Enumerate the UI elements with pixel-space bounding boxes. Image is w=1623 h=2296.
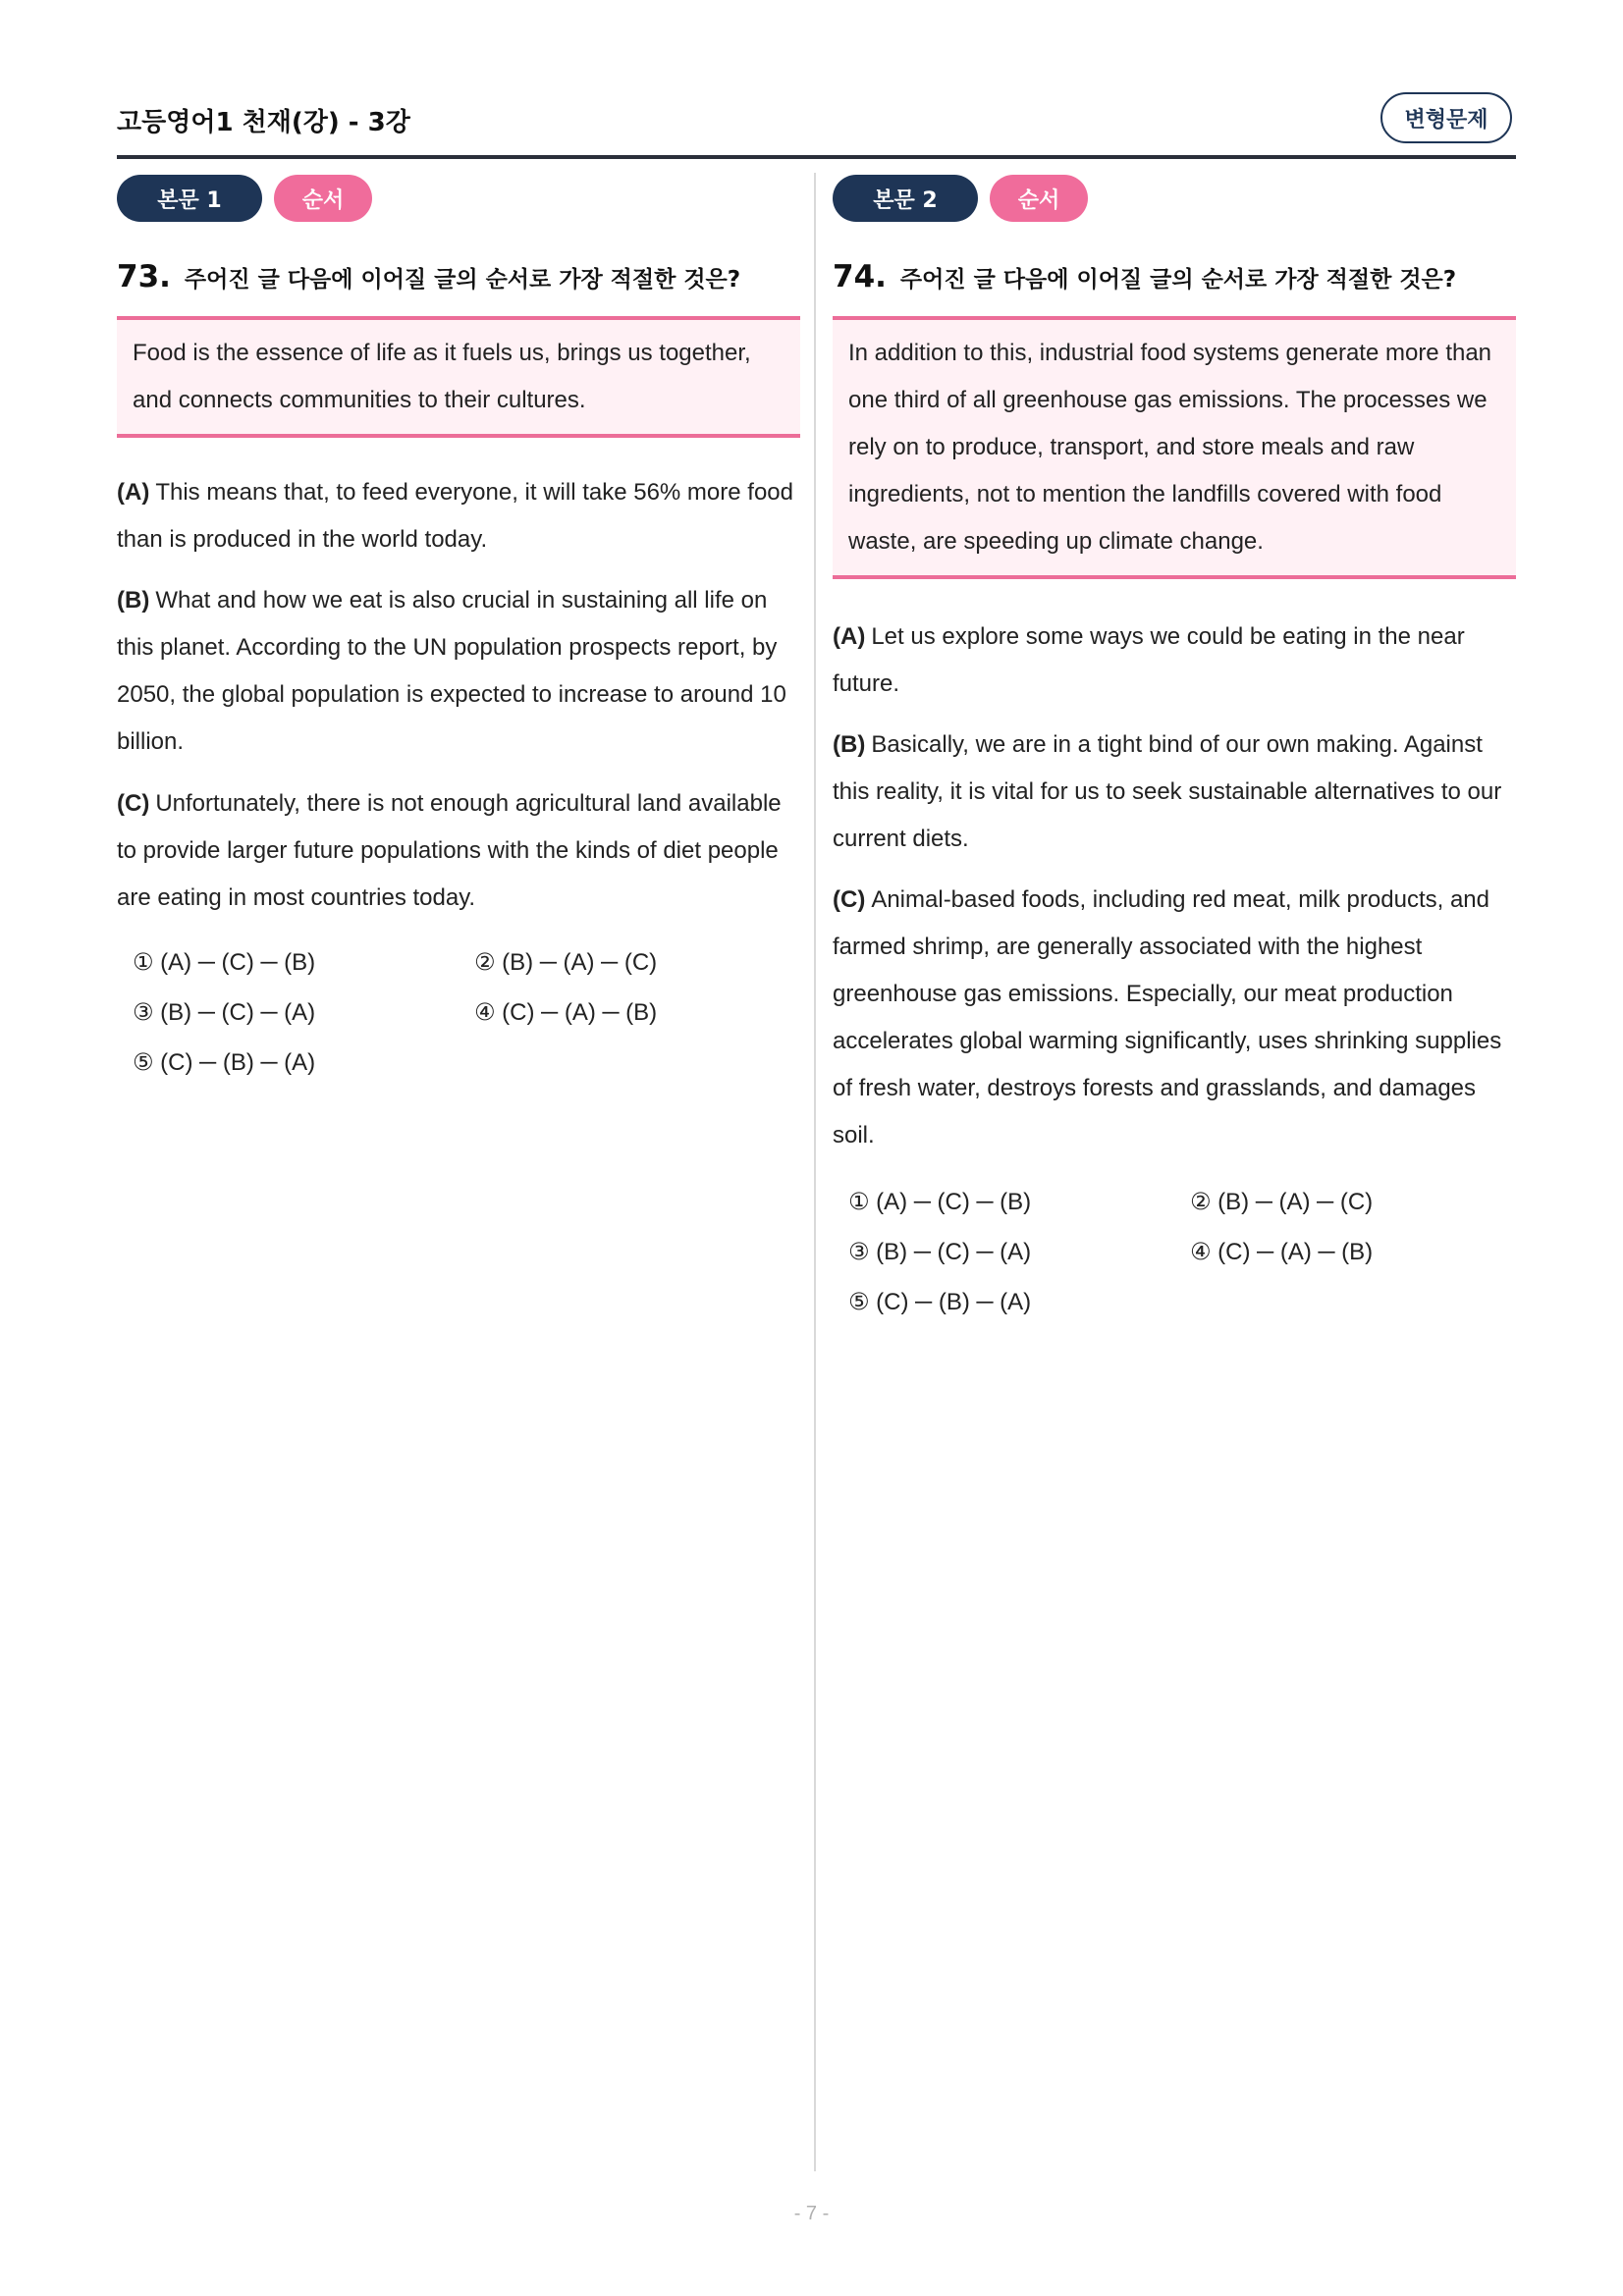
paragraph-label: (A) [833,623,866,650]
paragraph-text: Basically, we are in a tight bind of our own making. Against this reality, it is vital for us to seek sustainable alternatives to our current diets. [833,731,1502,852]
paragraph-label: (B) [833,731,866,758]
choice-4[interactable]: ④ (C) ─ (A) ─ (B) [1190,1239,1374,1265]
type-tag: 순서 [990,175,1088,222]
variant-badge: 변형문제 [1380,92,1512,143]
answer-choices [848,1177,1516,1327]
answer-choices [133,937,800,1088]
question-header [833,259,1516,294]
choice-4[interactable]: ④ (C) ─ (A) ─ (B) [474,999,658,1026]
page-number: - 7 - [793,2203,830,2224]
paragraph-text: What and how we eat is also crucial in sustaining all life on this planet. According to the UN population prospects report, by 2050, the global population is expected to increase to around 10 billion. [117,587,786,755]
passage-tag: 본문 1 [117,175,262,222]
paragraph-c [833,877,1516,1159]
choice-3[interactable]: ③ (B) ─ (C) ─ (A) [848,1239,1032,1265]
header-rule [117,155,1516,159]
given-passage: Food is the essence of life as it fuels us, brings us together, and connects communities to their cultures. [117,316,800,438]
choice-1[interactable]: ① (A) ─ (C) ─ (B) [133,949,316,976]
paragraph-b [117,577,800,766]
paragraph-text: Animal-based foods, including red meat, milk products, and farmed shrimp, are generally associated with the highest greenhouse gas emissions. Especially, our meat production accelerates global warming significantly, uses shrinking supplies of fresh water, destroys forests and grasslands, and damages soil. [833,886,1502,1148]
paragraph-label: (A) [117,479,150,506]
choice-5[interactable]: ⑤ (C) ─ (B) ─ (A) [848,1289,1032,1315]
paragraph-label: (C) [117,790,150,817]
choice-1[interactable]: ① (A) ─ (C) ─ (B) [848,1189,1032,1215]
question-number: 73. [117,259,171,294]
paragraph-a [117,469,800,563]
choice-5[interactable]: ⑤ (C) ─ (B) ─ (A) [133,1049,316,1076]
question-prompt: 주어진 글 다음에 이어질 글의 순서로 가장 적절한 것은? [184,267,741,293]
paragraph-text: This means that, to feed everyone, it will take 56% more food than is produced in the world today. [117,479,793,553]
question-header [117,259,800,294]
passage-tag: 본문 2 [833,175,978,222]
paragraph-label: (C) [833,886,866,913]
type-tag: 순서 [274,175,372,222]
paragraph-c [117,780,800,922]
header-title: 고등영어1 천재(강) - 3강 [117,108,410,137]
paragraph-text: Let us explore some ways we could be eating in the near future. [833,623,1465,697]
choice-2[interactable]: ② (B) ─ (A) ─ (C) [1190,1189,1374,1215]
paragraph-label: (B) [117,587,150,614]
question-prompt: 주어진 글 다음에 이어질 글의 순서로 가장 적절한 것은? [899,267,1457,293]
column-divider [814,173,816,2171]
choice-3[interactable]: ③ (B) ─ (C) ─ (A) [133,999,316,1026]
paragraph-a [833,614,1516,708]
question-number: 74. [833,259,887,294]
paragraph-b [833,721,1516,863]
choice-2[interactable]: ② (B) ─ (A) ─ (C) [474,949,658,976]
given-passage: In addition to this, industrial food systems generate more than one third of all greenhouse gas emissions. The processes we rely on to produce, transport, and store meals and raw ingredients, not to mention the landfills covered with food waste, are speeding up climate change. [833,316,1516,579]
paragraph-text: Unfortunately, there is not enough agricultural land available to provide larger future populations with the kinds of diet people are eating in most countries today. [117,790,782,911]
